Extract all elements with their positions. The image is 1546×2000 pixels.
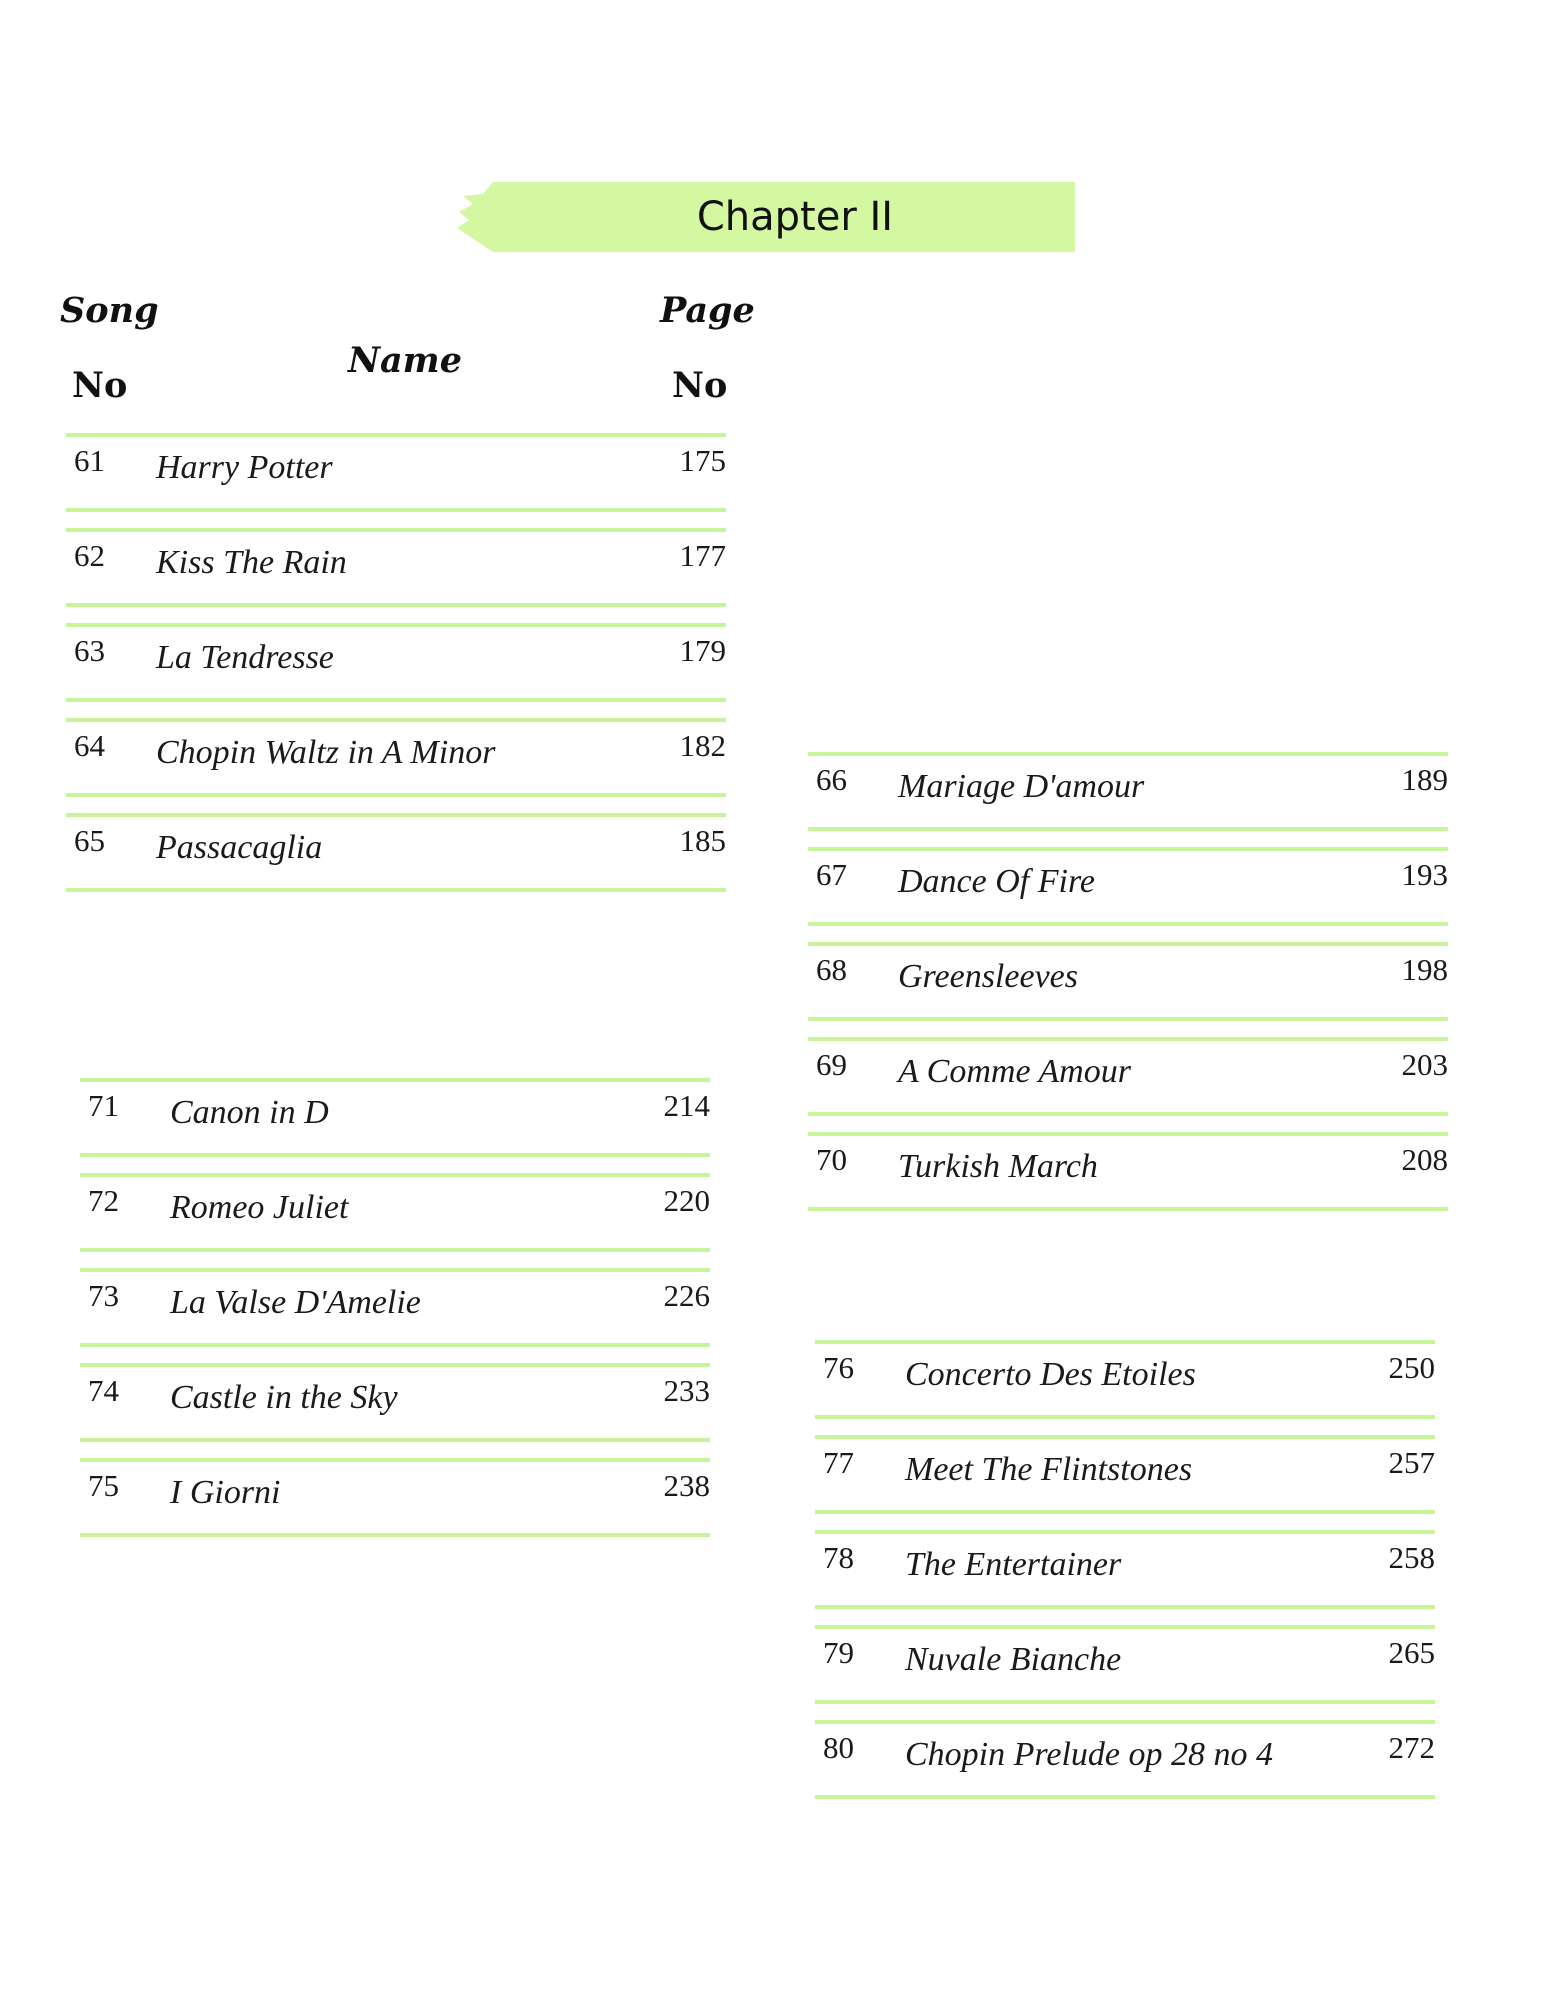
song-number: 68 <box>816 952 847 987</box>
song-number: 73 <box>88 1278 119 1313</box>
song-row <box>80 1173 710 1252</box>
song-block-4 <box>815 1340 1435 1815</box>
song-number: 64 <box>74 728 105 763</box>
song-number: 69 <box>816 1047 847 1082</box>
song-number: 74 <box>88 1373 119 1408</box>
song-name: The Entertainer <box>905 1546 1122 1583</box>
song-number: 78 <box>823 1540 854 1575</box>
song-name: Mariage D'amour <box>898 768 1145 805</box>
song-page: 179 <box>679 633 726 668</box>
song-row <box>815 1625 1435 1704</box>
song-page: 208 <box>1401 1142 1448 1177</box>
song-name: Meet The Flintstones <box>905 1451 1193 1488</box>
song-number: 75 <box>88 1468 119 1503</box>
song-number: 67 <box>816 857 847 892</box>
song-name: Concerto Des Etoiles <box>905 1356 1196 1393</box>
song-number: 71 <box>88 1088 119 1123</box>
header-song: Song <box>60 290 159 331</box>
song-number: 61 <box>74 443 105 478</box>
song-number: 80 <box>823 1730 854 1765</box>
song-row <box>815 1435 1435 1514</box>
song-name: Dance Of Fire <box>898 863 1096 900</box>
song-page: 257 <box>1388 1445 1435 1480</box>
song-row <box>66 433 726 512</box>
song-number: 79 <box>823 1635 854 1670</box>
song-row <box>80 1078 710 1157</box>
song-number: 77 <box>823 1445 854 1480</box>
song-number: 70 <box>816 1142 847 1177</box>
song-number: 65 <box>74 823 105 858</box>
song-page: 226 <box>663 1278 710 1313</box>
song-row <box>815 1340 1435 1419</box>
song-row <box>66 813 726 892</box>
song-page: 182 <box>679 728 726 763</box>
header-page-no: No <box>672 365 728 406</box>
song-page: 220 <box>663 1183 710 1218</box>
song-page: 238 <box>663 1468 710 1503</box>
song-page: 265 <box>1388 1635 1435 1670</box>
song-page: 233 <box>663 1373 710 1408</box>
song-name: Passacaglia <box>156 829 323 866</box>
song-page: 198 <box>1401 952 1448 987</box>
chapter-banner <box>455 182 1075 252</box>
song-row <box>66 623 726 702</box>
song-page: 193 <box>1401 857 1448 892</box>
song-row <box>815 1720 1435 1799</box>
song-row <box>66 718 726 797</box>
song-page: 258 <box>1388 1540 1435 1575</box>
song-page: 185 <box>679 823 726 858</box>
song-page: 175 <box>679 443 726 478</box>
song-name: Canon in D <box>170 1094 329 1131</box>
song-name: Castle in the Sky <box>170 1379 398 1416</box>
header-name: Name <box>348 340 462 381</box>
song-block-3 <box>80 1078 710 1553</box>
song-row <box>815 1530 1435 1609</box>
song-page: 214 <box>663 1088 710 1123</box>
song-number: 72 <box>88 1183 119 1218</box>
song-row <box>808 752 1448 831</box>
song-number: 66 <box>816 762 847 797</box>
song-name: Chopin Waltz in A Minor <box>156 734 496 771</box>
song-page: 177 <box>679 538 726 573</box>
song-name: Nuvale Bianche <box>905 1641 1122 1678</box>
song-name: La Valse D'Amelie <box>170 1284 421 1321</box>
header-page: Page <box>660 290 755 331</box>
song-page: 203 <box>1401 1047 1448 1082</box>
song-name: Harry Potter <box>156 449 333 486</box>
chapter-title: Chapter II <box>696 194 894 240</box>
song-number: 76 <box>823 1350 854 1385</box>
song-row <box>808 847 1448 926</box>
header-song-no: No <box>72 365 128 406</box>
song-name: Turkish March <box>898 1148 1098 1185</box>
song-row <box>66 528 726 607</box>
song-name: Greensleeves <box>898 958 1078 995</box>
song-name: Chopin Prelude op 28 no 4 <box>905 1736 1273 1773</box>
song-block-2 <box>808 752 1448 1227</box>
song-row <box>80 1458 710 1537</box>
song-name: I Giorni <box>170 1474 281 1511</box>
song-page: 189 <box>1401 762 1448 797</box>
song-row <box>808 1132 1448 1211</box>
song-name: A Comme Amour <box>898 1053 1131 1090</box>
song-number: 63 <box>74 633 105 668</box>
song-name: Kiss The Rain <box>156 544 347 581</box>
song-row <box>80 1268 710 1347</box>
song-row <box>80 1363 710 1442</box>
song-block-1 <box>66 433 726 908</box>
song-number: 62 <box>74 538 105 573</box>
song-row <box>808 942 1448 1021</box>
song-page: 250 <box>1388 1350 1435 1385</box>
song-row <box>808 1037 1448 1116</box>
song-name: La Tendresse <box>156 639 334 676</box>
song-page: 272 <box>1388 1730 1435 1765</box>
song-name: Romeo Juliet <box>170 1189 349 1226</box>
